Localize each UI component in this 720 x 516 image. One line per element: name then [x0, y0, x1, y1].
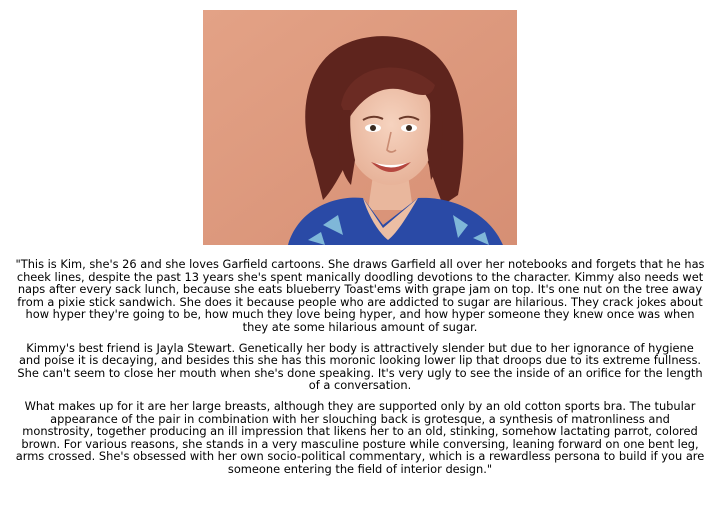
- portrait-photo: [203, 10, 517, 245]
- paragraph-2: Kimmy's best friend is Jayla Stewart. Genetically her body is attractively slender but due to her ignorance of hygiene and poise it is decaying, and besides this she has this moronic looking lower lip that droops due to its extreme fullness. She can't seem to close her mouth when she's done speaking. It's very ugly to see the inside of an orifice for the length of a conversation.: [17, 340, 703, 393]
- paragraph-1: "This is Kim, she's 26 and she loves Garfield cartoons. She draws Garfield all over her notebooks and forgets that he has cheek lines, despite the past 13 years she's spent manically doodling devotions to the character. Kimmy also needs wet naps after every sack lunch, because she eats blueberry Toast'ems with grape jam on top. It's one nut on the tree away from a pixie stick sandwich. She does it because people who are addicted to sugar are hilarious. They crack jokes about how hyper they're going to be, how much they love being hyper, and how hyper someone they knew once was when they ate some hilarious amount of sugar.: [15, 257, 705, 334]
- left-pupil: [370, 125, 376, 131]
- portrait-icon: [203, 10, 517, 245]
- story-text: [14, 258, 706, 484]
- right-pupil: [406, 125, 412, 131]
- paragraph-3: What makes up for it are her large breasts, although they are supported only by an old cotton sports bra. The tubular appearance of the pair in combination with her slouching back is grotesque, a synthesis of matronliness and monstrosity, together producing an ill impression that likens her to an old, stinking, somehow lactating parrot, colored brown. For various reasons, she stands in a very masculine posture while conversing, leaning forward on one bent leg, arms crossed. She's obsessed with her own socio-political commentary, which is a rewardless persona to build if you are someone entering the field of interior design.": [15, 398, 705, 476]
